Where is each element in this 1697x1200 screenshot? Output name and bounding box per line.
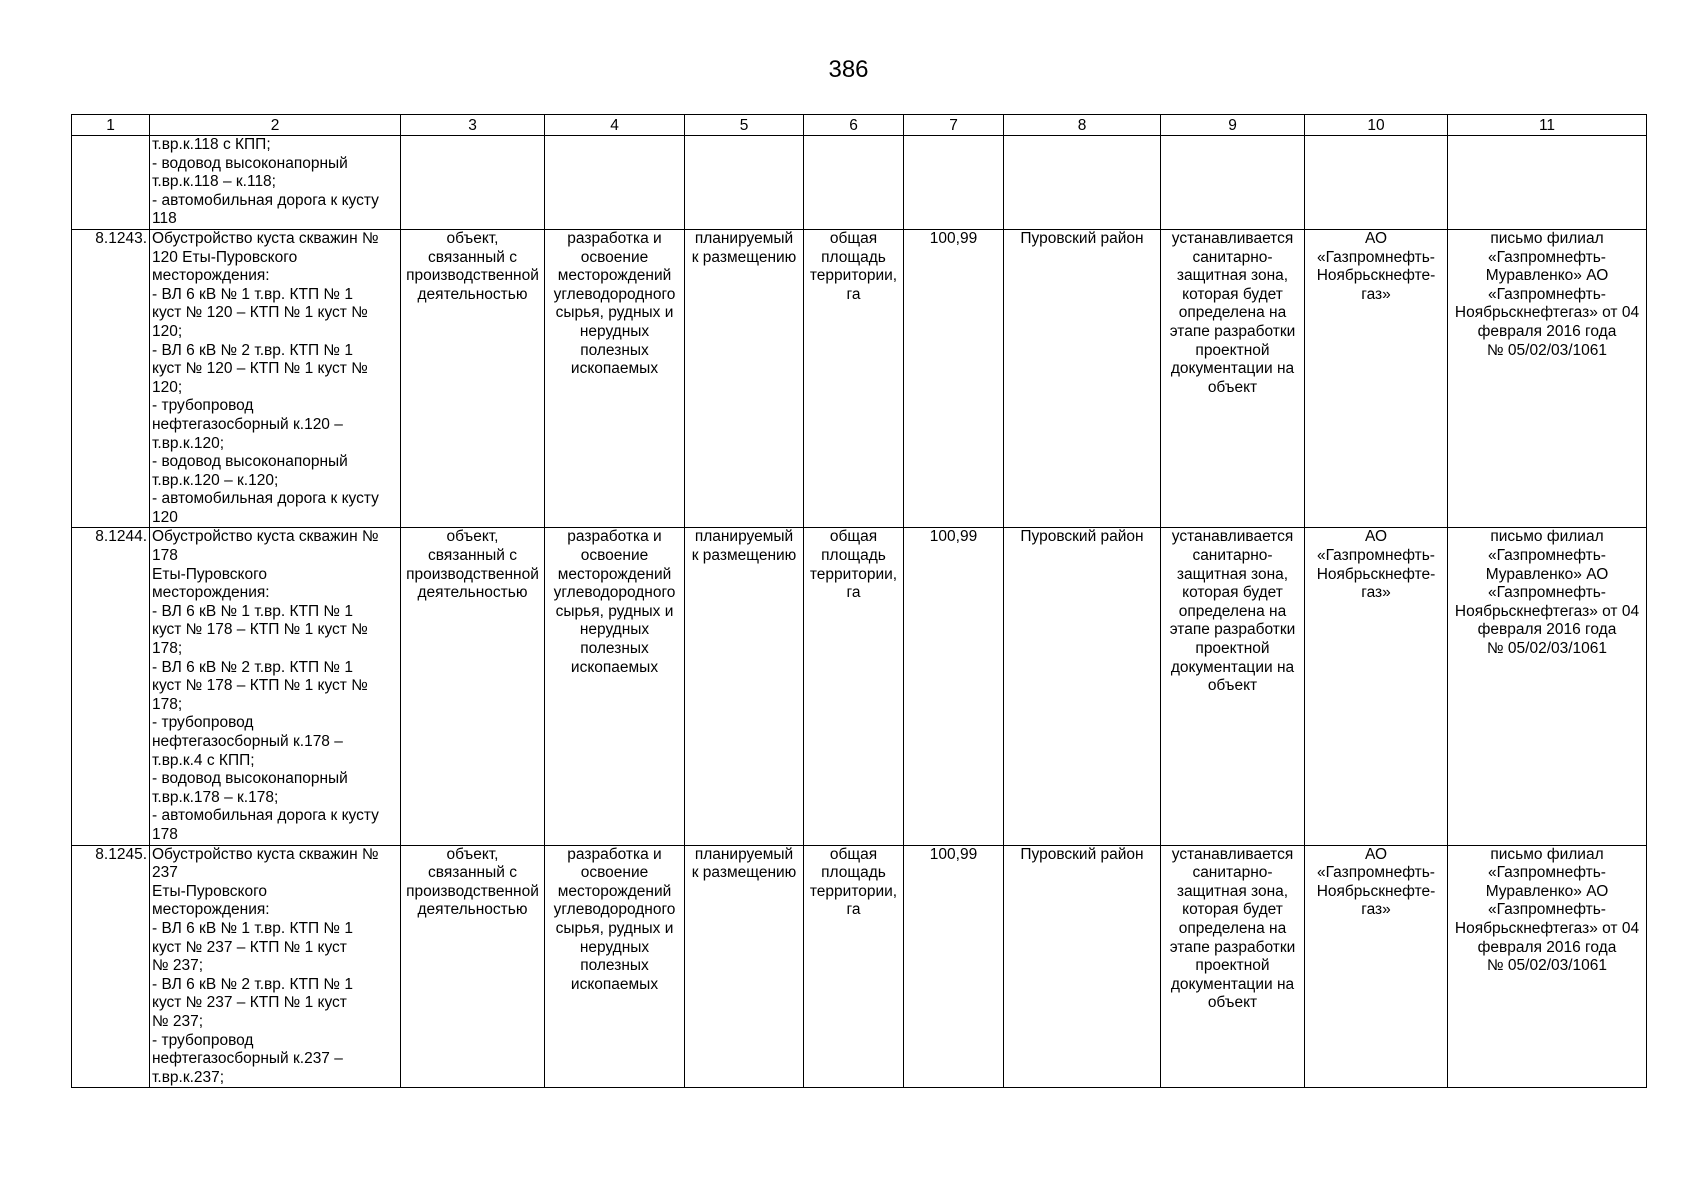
cell-line: - автомобильная дорога к кусту [152,191,379,209]
cell-line: № 237; [152,957,204,975]
cell-line: санитарно- [1192,547,1273,565]
cell-line: объект [1207,677,1258,695]
cell-organization [1305,845,1448,1088]
cell-line: нерудных [579,322,650,340]
cell-line: освоение [580,864,649,882]
cell-line: площадь [821,248,886,266]
cell-line: полезных [580,957,649,975]
cell-line: объект, [446,845,499,863]
cell-line: т.вр.к.178 – к.178; [152,788,279,806]
cell-parameter [804,845,904,1088]
cell-location: Пуровский район [1004,229,1161,528]
cell-line: Муравленко» АО [1485,267,1609,285]
cell-line: месторождений [557,267,672,285]
column-header: 9 [1161,115,1305,136]
cell-purpose [545,528,685,845]
column-header: 11 [1448,115,1647,136]
cell-line: - ВЛ 6 кВ № 2 т.вр. КТП № 1 [152,341,353,359]
cell-line: общая [829,845,878,863]
cell-zone [1161,136,1305,230]
cell-object-name [150,845,401,1088]
cell-line: 178 [152,547,178,565]
cell-line: № 05/02/03/1061 [1486,957,1608,975]
cell-line: - ВЛ 6 кВ № 1 т.вр. КТП № 1 [152,919,353,937]
cell-line: деятельностью [417,285,528,303]
cell-line: № 05/02/03/1061 [1486,341,1608,359]
cell-line: т.вр.к.4 с КПП; [152,751,255,769]
cell-line: га [846,584,861,602]
table-row [72,528,1647,845]
cell-object-name [150,229,401,528]
cell-line: Обустройство куста скважин № [152,229,379,247]
cell-line: - трубопровод [152,1031,254,1049]
cell-line: объект [1207,378,1258,396]
cell-value: 100,99 [904,845,1004,1088]
cell-line: - ВЛ 6 кВ № 1 т.вр. КТП № 1 [152,285,353,303]
cell-line: документации на [1170,658,1295,676]
cell-line: этапе разработки [1169,322,1296,340]
cell-object-name [150,136,401,230]
cell-line: устанавливается [1171,229,1294,247]
cell-location: Пуровский район [1004,528,1161,845]
cell-purpose [545,136,685,230]
cell-line: «Газпромнефть- [1488,248,1606,266]
cell-line: т.вр.к.120 – к.120; [152,471,279,489]
cell-line: нефтегазосборный к.237 – [152,1050,343,1068]
cell-line: АО [1364,845,1388,863]
cell-line: к размещению [691,547,797,565]
cell-line: объект, [446,528,499,546]
cell-line: этапе разработки [1169,621,1296,639]
cell-line: Ноябрьскнефте- [1316,565,1436,583]
table-row [72,845,1647,1088]
cell-line: проектной [1195,957,1270,975]
cell-line: углеводородного [553,584,676,602]
cell-line: 237 [152,864,178,882]
cell-line: деятельностью [417,901,528,919]
cell-line: устанавливается [1171,845,1294,863]
cell-line: сырья, рудных и [555,919,674,937]
cell-line: «Газпромнефть- [1317,547,1435,565]
cell-line: территории, [809,267,898,285]
cell-line: нефтегазосборный к.120 – [152,415,343,433]
cell-line: к размещению [691,864,797,882]
cell-line: - автомобильная дорога к кусту [152,490,379,508]
cell-line: производственной [406,882,539,900]
column-header: 8 [1004,115,1161,136]
cell-line: газ» [1361,584,1391,602]
cell-line: планируемый [694,845,794,863]
page-number: 386 [828,56,869,83]
cell-line: февраля 2016 года [1477,322,1617,340]
cell-organization [1305,229,1448,528]
cell-zone [1161,229,1305,528]
cell-zone [1161,845,1305,1088]
cell-line: куст № 178 – КТП № 1 куст № [152,677,368,695]
cell-line: «Газпромнефть- [1488,901,1606,919]
cell-line: куст № 120 – КТП № 1 куст № [152,304,368,322]
column-header: 6 [804,115,904,136]
cell-line: - ВЛ 6 кВ № 1 т.вр. КТП № 1 [152,602,353,620]
cell-line: месторождения: [152,584,270,602]
cell-object-type [401,845,545,1088]
cell-line: «Газпромнефть- [1488,547,1606,565]
cell-line: углеводородного [553,901,676,919]
cell-line: Муравленко» АО [1485,565,1609,583]
cell-value: 100,99 [904,528,1004,845]
cell-basis [1448,136,1647,230]
cell-line: месторождения: [152,901,270,919]
cell-line: 178; [152,640,183,658]
table-row [72,229,1647,528]
cell-line: - ВЛ 6 кВ № 2 т.вр. КТП № 1 [152,975,353,993]
cell-line: т.вр.к.118 с КПП; [152,136,271,153]
cell-basis [1448,528,1647,845]
cell-line: письмо филиал [1490,229,1604,247]
cell-line: месторождений [557,565,672,583]
cell-line: планируемый [694,528,794,546]
cell-line: ископаемых [570,975,659,993]
cell-line: куст № 237 – КТП № 1 куст [152,994,347,1012]
cell-line: письмо филиал [1490,845,1604,863]
cell-line: планируемый [694,229,794,247]
cell-line: «Газпромнефть- [1317,864,1435,882]
cell-line: которая будет [1182,584,1283,602]
cell-line: т.вр.к.120; [152,434,225,452]
cell-line: связанный с [428,248,517,266]
cell-line: месторождения: [152,267,270,285]
cell-line: Обустройство куста скважин № [152,845,379,863]
cell-line: объект, [446,229,499,247]
cell-line: площадь [821,547,886,565]
cell-location [1004,136,1161,230]
cell-line: АО [1364,229,1388,247]
cell-parameter [804,136,904,230]
cell-object-name [150,528,401,845]
cell-line: - трубопровод [152,714,254,732]
cell-line: т.вр.к.237; [152,1068,225,1086]
cell-line: месторождений [557,882,672,900]
cell-line: - автомобильная дорога к кусту [152,807,379,825]
cell-line: Ноябрьскнефтегаз» от 04 [1454,919,1640,937]
cell-line: сырья, рудных и [555,304,674,322]
cell-line: «Газпромнефть- [1317,248,1435,266]
cell-line: деятельностью [417,584,528,602]
cell-number: 8.1245. [72,845,150,1088]
cell-line: ископаемых [570,360,659,378]
cell-zone [1161,528,1305,845]
cell-line: определена на [1178,919,1287,937]
cell-line: углеводородного [553,285,676,303]
cell-line: газ» [1361,285,1391,303]
cell-line: га [846,285,861,303]
cell-line: - водовод высоконапорный [152,770,348,788]
cell-line: Еты-Пуровского [152,882,268,900]
cell-line: защитная зона, [1176,267,1289,285]
cell-line: нефтегазосборный к.178 – [152,733,343,750]
cell-line: территории, [809,565,898,583]
cell-line: т.вр.к.118 – к.118; [152,173,276,191]
column-header: 3 [401,115,545,136]
column-header: 4 [545,115,685,136]
cell-purpose [545,229,685,528]
cell-status [685,528,804,845]
cell-line: проектной [1195,341,1270,359]
cell-status [685,229,804,528]
cell-line: определена на [1178,602,1287,620]
cell-line: февраля 2016 года [1477,621,1617,639]
cell-line: защитная зона, [1176,565,1289,583]
cell-line: 178; [152,695,183,713]
cell-line: куст № 120 – КТП № 1 куст № [152,360,368,378]
cell-line: разработка и [567,845,662,863]
cell-line: - трубопровод [152,397,254,415]
cell-line: определена на [1178,304,1287,322]
cell-line: санитарно- [1192,864,1273,882]
cell-line: Ноябрьскнефтегаз» от 04 [1454,304,1640,322]
cell-parameter [804,229,904,528]
cell-line: освоение [580,248,649,266]
cell-line: 120 Еты-Пуровского [152,248,298,266]
cell-value [904,136,1004,230]
cell-parameter [804,528,904,845]
cell-line: Ноябрьскнефте- [1316,882,1436,900]
cell-line: 120 [152,508,178,526]
cell-line: Ноябрьскнефте- [1316,267,1436,285]
cell-line: полезных [580,640,649,658]
cell-line: Ноябрьскнефтегаз» от 04 [1454,602,1640,620]
cell-line: разработка и [567,229,662,247]
cell-line: к размещению [691,248,797,266]
cell-organization [1305,136,1448,230]
cell-line: производственной [406,565,539,583]
cell-line: Муравленко» АО [1485,882,1609,900]
cell-line: которая будет [1182,901,1283,919]
objects-table [71,114,1647,1088]
cell-status [685,136,804,230]
cell-line: 120; [152,378,183,396]
cell-line: № 237; [152,1012,204,1030]
cell-object-type [401,229,545,528]
cell-purpose [545,845,685,1088]
cell-number: 8.1243. [72,229,150,528]
cell-line: разработка и [567,528,662,546]
cell-line: защитная зона, [1176,882,1289,900]
cell-line: куст № 178 – КТП № 1 куст № [152,621,368,639]
cell-line: освоение [580,547,649,565]
column-header: 1 [72,115,150,136]
cell-line: связанный с [428,547,517,565]
cell-line: февраля 2016 года [1477,938,1617,956]
cell-line: нерудных [579,621,650,639]
cell-line: общая [829,528,878,546]
cell-line: письмо филиал [1490,528,1604,546]
table-row [72,136,1647,230]
cell-line: площадь [821,864,886,882]
cell-value: 100,99 [904,229,1004,528]
header-row [72,115,1647,136]
cell-status [685,845,804,1088]
cell-line: 178 [152,825,178,843]
cell-line: документации на [1170,975,1295,993]
cell-line: ископаемых [570,658,659,676]
cell-line: Обустройство куста скважин № [152,528,379,546]
cell-basis [1448,229,1647,528]
cell-line: объект [1207,994,1258,1012]
cell-line: проектной [1195,640,1270,658]
cell-line: Еты-Пуровского [152,565,268,583]
cell-line: связанный с [428,864,517,882]
cell-line: - ВЛ 6 кВ № 2 т.вр. КТП № 1 [152,658,353,676]
cell-line: устанавливается [1171,528,1294,546]
cell-line: 118 [152,210,177,228]
cell-line: полезных [580,341,649,359]
cell-line: «Газпромнефть- [1488,864,1606,882]
cell-line: общая [829,229,878,247]
cell-line: АО [1364,528,1388,546]
cell-basis [1448,845,1647,1088]
cell-line: документации на [1170,360,1295,378]
cell-line: газ» [1361,901,1391,919]
cell-line: которая будет [1182,285,1283,303]
cell-line: «Газпромнефть- [1488,584,1606,602]
cell-line: сырья, рудных и [555,602,674,620]
cell-location: Пуровский район [1004,845,1161,1088]
cell-organization [1305,528,1448,845]
cell-line: нерудных [579,938,650,956]
cell-object-type [401,136,545,230]
cell-line: - водовод высоконапорный [152,453,348,471]
cell-object-type [401,528,545,845]
cell-number: 8.1244. [72,528,150,845]
cell-number [72,136,150,230]
column-header: 2 [150,115,401,136]
column-header: 10 [1305,115,1448,136]
cell-line: куст № 237 – КТП № 1 куст [152,938,347,956]
cell-line: этапе разработки [1169,938,1296,956]
column-header: 7 [904,115,1004,136]
cell-line: санитарно- [1192,248,1273,266]
cell-line: «Газпромнефть- [1488,285,1606,303]
cell-line: производственной [406,267,539,285]
cell-line: территории, [809,882,898,900]
column-header: 5 [685,115,804,136]
cell-line: № 05/02/03/1061 [1486,640,1608,658]
cell-line: - водовод высоконапорный [152,154,348,172]
cell-line: га [846,901,861,919]
cell-line: 120; [152,322,183,340]
